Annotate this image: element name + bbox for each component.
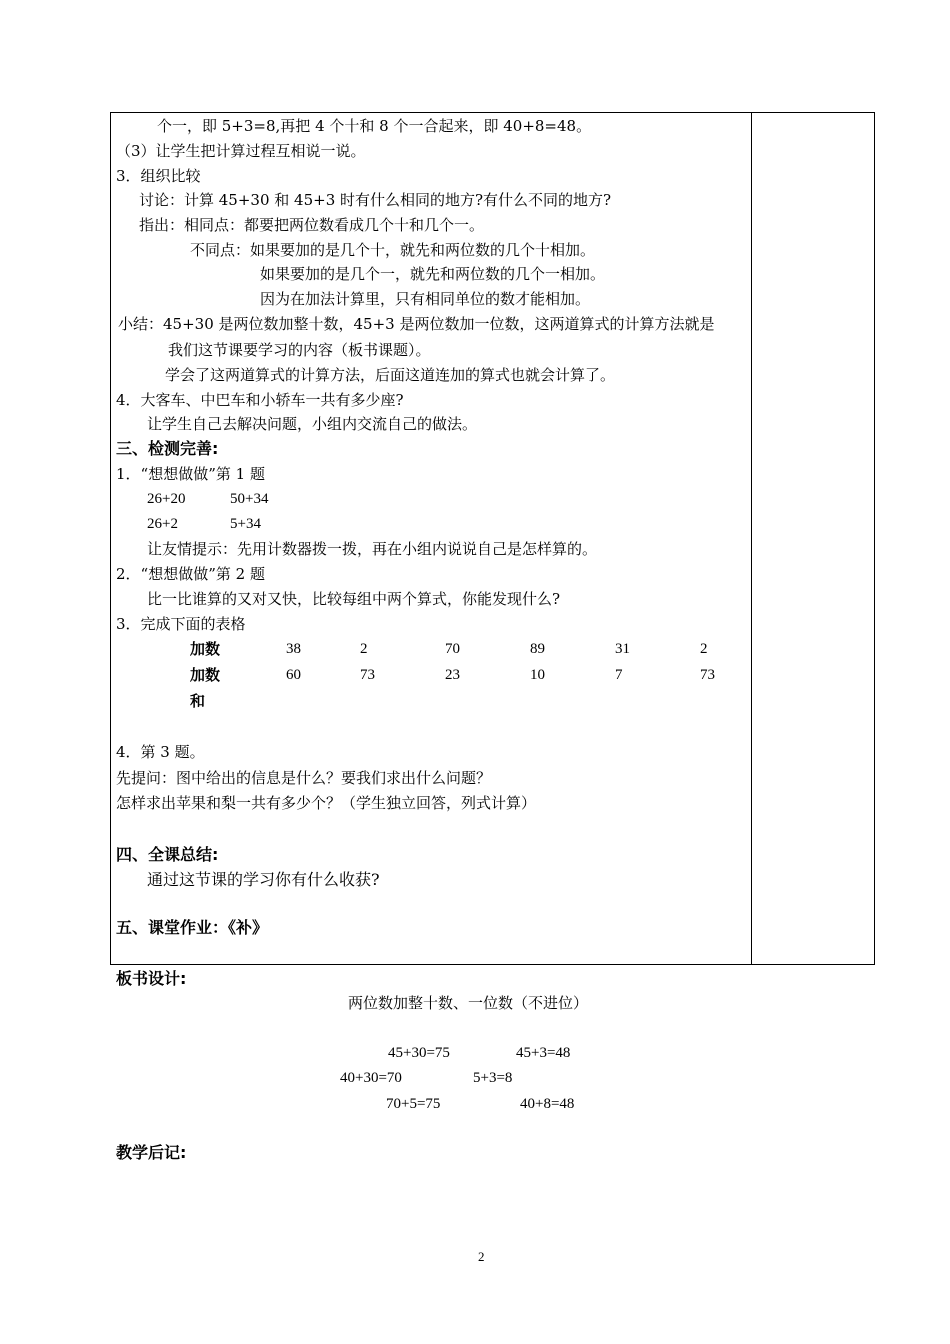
board-heading: 板书设计: [116,969,187,988]
lesson-line: 因为在加法计算里，只有相同单位的数才能相加。 [260,290,591,308]
table-cell: 10 [530,667,545,683]
board-title: 两位数加整十数、一位数（不进位） [348,994,589,1012]
table-cell: 31 [615,641,630,657]
summary-line: 我们这节课要学习的内容（板书课题）。 [168,341,431,359]
table-cell: 73 [360,667,375,683]
table-cell: 89 [530,641,545,657]
lesson-line: 如果要加的是几个一，就先和两位数的几个一相加。 [260,265,606,283]
table-cell: 2 [360,641,368,657]
notes-heading: 教学后记: [116,1143,187,1162]
board-equation: 70+5=75 [386,1096,441,1112]
exercise-text: 先提问：图中给出的信息是什么？要我们求出什么问题？ [116,769,492,787]
lesson-line: 让学生自己去解决问题，小组内交流自己的做法。 [147,415,478,433]
table-column-divider [751,112,752,965]
lesson-line: 讨论：计算 45+30 和 45+3 时有什么相同的地方?有什么不同的地方? [139,191,612,209]
board-equation: 45+3=48 [516,1045,571,1061]
tip-text: 让友情提示：先用计数器拨一拨，再在小组内说说自己是怎样算的。 [147,540,598,558]
expression: 26+2 [147,516,178,532]
exercise-title: 1．“想想做做”第 1 题 [116,465,265,483]
exercise-text: 怎样求出苹果和梨一共有多少个？（学生独立回答，列式计算） [116,794,537,812]
table-cell: 7 [615,667,623,683]
page-number: 2 [478,1249,485,1264]
exercise-title: 2．“想想做做”第 2 题 [116,565,265,583]
table-cell: 73 [700,667,715,683]
section-heading: 四、全课总结: [116,845,219,864]
table-cell: 60 [286,667,301,683]
table-cell: 2 [700,641,708,657]
summary-question: 通过这节课的学习你有什么收获? [147,870,380,889]
exercise-title: 3．完成下面的表格 [116,615,246,633]
expression: 26+20 [147,491,186,507]
summary-line: 小结：45+30 是两位数加整十数，45+3 是两位数加一位数，这两道算式的计算方法就是 [118,315,715,333]
section-heading: 五、课堂作业：《补》 [116,918,269,937]
exercise-title: 4．第 3 题。 [116,743,205,761]
section-heading: 三、检测完善: [116,439,219,458]
expression: 50+34 [230,491,269,507]
lesson-line: 不同点：如果要加的是几个十，就先和两位数的几个十相加。 [190,241,596,259]
row-label: 和 [190,692,206,710]
board-equation: 45+30=75 [388,1045,450,1061]
lesson-line: （3）让学生把计算过程互相说一说。 [116,142,366,160]
lesson-line: 个一，即 5+3=8,再把 4 个十和 8 个一合起来，即 40+8=48。 [157,117,592,135]
table-cell: 70 [445,641,460,657]
lesson-line: 3．组织比较 [116,167,201,185]
table-cell: 38 [286,641,301,657]
board-equation: 40+30=70 [340,1070,402,1086]
exercise-text: 比一比谁算的又对又快，比较每组中两个算式，你能发现什么? [147,590,561,608]
board-equation: 40+8=48 [520,1096,575,1112]
board-equation: 5+3=8 [473,1070,513,1086]
lesson-line: 4．大客车、中巴车和小轿车一共有多少座? [116,391,404,409]
row-label: 加数 [190,666,221,684]
lesson-line: 指出：相同点：都要把两位数看成几个十和几个一。 [139,216,485,234]
table-cell: 23 [445,667,460,683]
row-label: 加数 [190,640,221,658]
lesson-line: 学会了这两道算式的计算方法，后面这道连加的算式也就会计算了。 [165,366,616,384]
expression: 5+34 [230,516,261,532]
